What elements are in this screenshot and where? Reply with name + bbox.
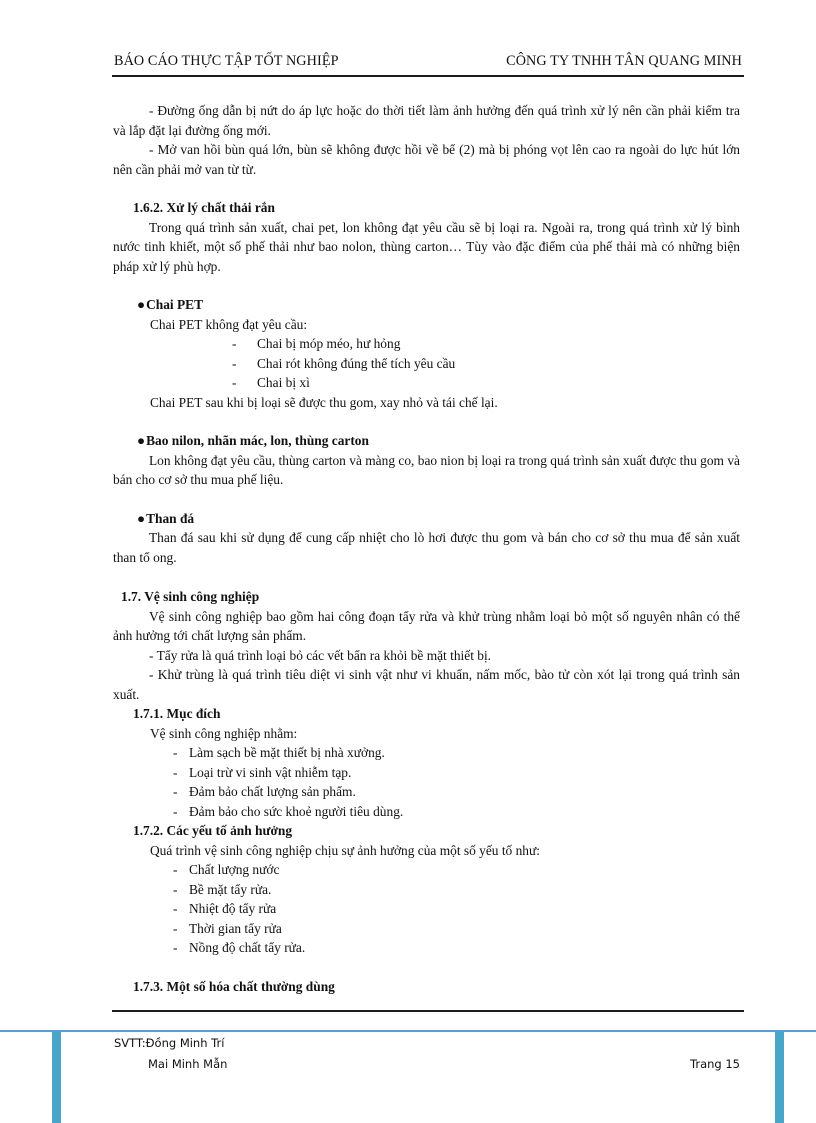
chai-pet-title: ●Chai PET xyxy=(137,297,204,312)
section-1-7-3-heading: 1.7.3. Một số hóa chất thường dùng xyxy=(133,978,335,994)
section-1-6-2-heading: 1.6.2. Xử lý chất thải rắn xyxy=(133,200,275,215)
section-1-7-1-intro: Vệ sinh công nghiệp nhằm: xyxy=(150,725,298,741)
chai-pet-list xyxy=(113,334,740,393)
page-number: Trang 15 xyxy=(690,1057,740,1071)
bullet-icon: ● xyxy=(137,433,146,448)
list-item: - Đảm bảo chất lượng sản phẩm. xyxy=(173,784,356,799)
section-1-7-2-intro: Quá trình vệ sinh công nghiệp chịu sự ảnh hưởng của một số yếu tố như: xyxy=(150,842,540,858)
footer-author-1: SVTT:Đồng Minh Trí xyxy=(114,1036,225,1050)
than-da-paragraph: Than đá sau khi sử dụng để cung cấp nhiệt cho lò hơi được thu gom và bán cho cơ sở thu mua để sản xuất than tổ ong. xyxy=(113,530,740,565)
footer-author-2: Mai Minh Mẫn xyxy=(148,1057,228,1071)
company-name: CÔNG TY TNHH TÂN QUANG MINH xyxy=(506,53,742,69)
footer-bar-left xyxy=(52,1032,61,1123)
list-item: - Làm sạch bề mặt thiết bị nhà xưởng. xyxy=(173,745,385,760)
bao-nilon-paragraph: Lon không đạt yêu cầu, thùng carton và màng co, bao nion bị loại ra trong quá trình sản xuất được thu gom và bán cho cơ sở thu mua phế liệu. xyxy=(113,452,740,487)
chai-pet-intro: Chai PET không đạt yêu cầu: xyxy=(150,316,308,332)
section-1-7-paragraph: Vệ sinh công nghiệp bao gồm hai công đoạn tẩy rửa và khử trùng nhằm loại bỏ một số nguyên nhân có thể ảnh hưởng tới chất lượng sản phẩm. xyxy=(113,608,740,643)
report-title: BÁO CÁO THỰC TẬP TỐT NGHIỆP xyxy=(114,53,339,69)
footer-bar-right xyxy=(775,1032,784,1123)
than-da-title: ●Than đá xyxy=(137,510,195,526)
list-item: - Chai rót không đúng thể tích yêu cầu xyxy=(232,355,456,371)
list-item: - Nhiệt độ tẩy rửa xyxy=(173,901,277,916)
chai-pet-outro: Chai PET sau khi bị loại sẽ được thu gom, xay nhỏ và tái chế lại. xyxy=(150,394,498,410)
list-item: - Bề mặt tẩy rửa. xyxy=(173,881,272,897)
section-1-7-2-list xyxy=(113,860,740,958)
section-1-7-1-heading: 1.7.1. Mục đích xyxy=(133,706,221,721)
page-header xyxy=(114,52,742,72)
bao-nilon-title: ●Bao nilon, nhãn mác, lon, thùng carton xyxy=(137,433,369,448)
section-1-7-dash-1: - Tẩy rửa là quá trình loại bỏ các vết bẩn ra khỏi bề mặt thiết bị. xyxy=(149,647,492,663)
intro-dash-1: - Đường ống dẫn bị nứt do áp lực hoặc do thời tiết làm ảnh hưởng đến quá trình xử lý nên cần phải kiểm tra và lắp đặt lại đường ống mới. xyxy=(113,103,740,138)
footer-rule xyxy=(112,1010,744,1012)
list-item: - Chất lượng nước xyxy=(173,862,280,877)
bullet-icon: ● xyxy=(137,297,146,312)
header-rule xyxy=(112,75,744,77)
list-item: - Chai bị móp méo, hư hỏng xyxy=(232,336,401,351)
intro-dash-2: - Mở van hồi bùn quá lớn, bùn sẽ không được hồi về bể (2) mà bị phóng vọt lên cao ra ngoài do lực hút lớn nên cần phải mở van từ từ. xyxy=(113,142,740,177)
list-item: - Đảm bảo cho sức khoẻ người tiêu dùng. xyxy=(173,803,404,819)
list-item: - Loại trừ vi sinh vật nhiễm tạp. xyxy=(173,764,352,780)
section-1-7-1-list xyxy=(113,743,740,821)
section-1-7-heading: 1.7. Vệ sinh công nghiệp xyxy=(121,589,260,604)
document-body xyxy=(113,101,740,996)
section-1-6-2-paragraph: Trong quá trình sản xuất, chai pet, lon không đạt yêu cầu sẽ bị loại ra. Ngoài ra, trong quá trình xử lý bình nước tinh khiết, một số phế thải như bao nolon, thùng carton… Tùy vào đặc điểm của phế thải mà có những biện pháp xử lý phù hợp. xyxy=(113,219,740,274)
list-item: - Thời gian tẩy rửa xyxy=(173,920,282,936)
list-item: - Nồng độ chất tẩy rửa. xyxy=(173,940,306,955)
footer-band xyxy=(0,1030,816,1032)
bullet-icon: ● xyxy=(137,510,146,526)
section-1-7-dash-2: - Khử trùng là quá trình tiêu diệt vi sinh vật như vi khuẩn, nấm mốc, bào tử còn xót lại trong quá trình sản xuất. xyxy=(113,667,740,702)
list-item: - Chai bị xì xyxy=(232,375,310,390)
section-1-7-2-heading: 1.7.2. Các yếu tố ảnh hưởng xyxy=(133,823,293,838)
